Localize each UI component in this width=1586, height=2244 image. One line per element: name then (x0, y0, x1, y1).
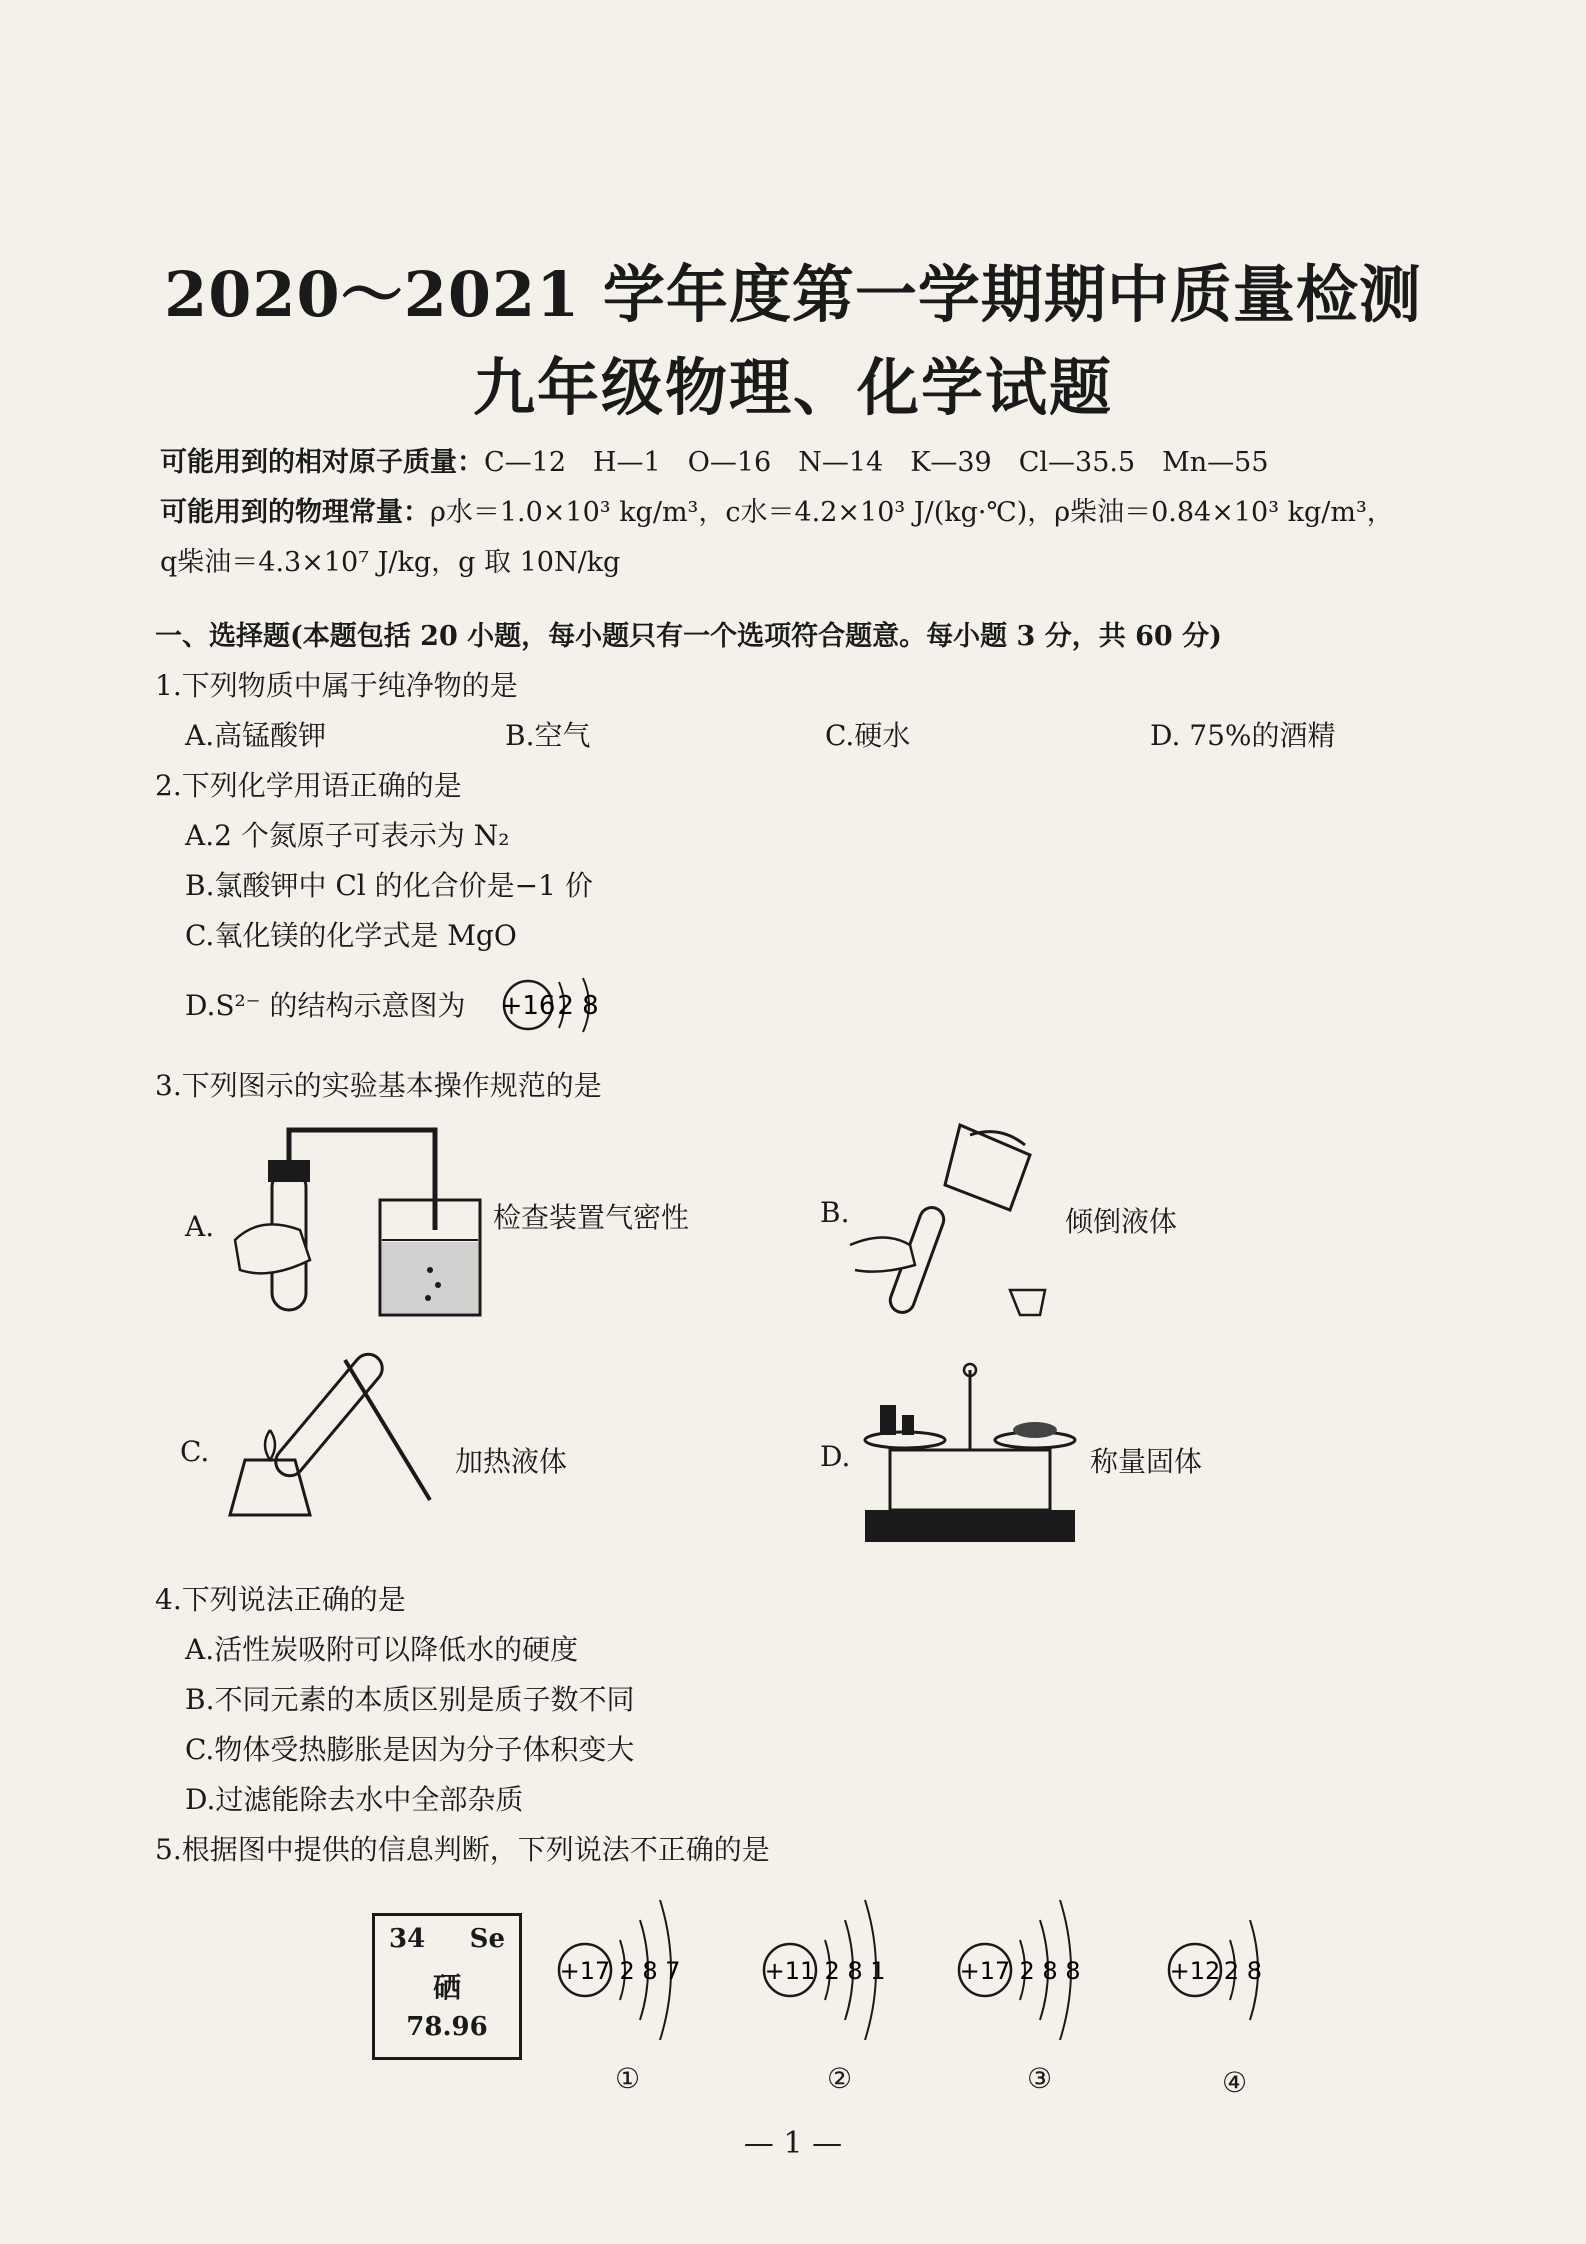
exam-title: 2020～2021 学年度第一学期期中质量检测 (164, 258, 1422, 331)
q4-option-d: D.过滤能除去水中全部杂质 (185, 1783, 524, 1816)
heating-liquid-illustration (215, 1340, 455, 1520)
atom-diagram-4 (1160, 1880, 1300, 2040)
q3-a-label: 检查装置气密性 (493, 1201, 690, 1234)
q4-stem: 4.下列说法正确的是 (155, 1583, 406, 1616)
q3-d-label: 称量固体 (1090, 1445, 1203, 1478)
q4-option-b: B.不同元素的本质区别是质子数不同 (185, 1683, 635, 1716)
q3-b-label: 倾倒液体 (1065, 1205, 1178, 1238)
sulfide-shells: 2 8 (557, 991, 599, 1021)
selenium-element-card (372, 1913, 522, 2060)
q1-option-d: D. 75%的酒精 (1150, 719, 1336, 752)
atom-4-label: ④ (1222, 2066, 1248, 2099)
atom-3-shells: 2 8 8 (1019, 1957, 1081, 1985)
atom-3-label: ③ (1027, 2062, 1053, 2095)
page-number: — 1 — (743, 2126, 843, 2161)
constants-values-1: ρ水＝1.0×10³ kg/m³，c水＝4.2×10³ J/(kg·℃)，ρ柴油＝0.84×10³ kg/m³， (430, 497, 1394, 528)
q3-stem: 3.下列图示的实验基本操作规范的是 (155, 1069, 602, 1102)
atom-3-nucleus: +17 (959, 1957, 1011, 1985)
q3-b-letter: B. (820, 1196, 850, 1229)
q1-option-a: A.高锰酸钾 (185, 719, 327, 752)
constants-line-1 (160, 490, 1394, 529)
atomic-mass-values: C—12 H—1 O—16 N—14 K—39 Cl—35.5 Mn—55 (484, 447, 1269, 478)
q4-option-a: A.活性炭吸附可以降低水的硬度 (185, 1633, 579, 1666)
q2-option-c: C.氧化镁的化学式是 MgO (185, 919, 517, 952)
element-number: 34 (389, 1924, 426, 1954)
q4-option-c: C.物体受热膨胀是因为分子体积变大 (185, 1733, 635, 1766)
element-name: 硒 (432, 1971, 461, 2004)
q2-option-b: B.氯酸钾中 Cl 的化合价是−1 价 (185, 869, 593, 902)
atom-4-shells: 2 8 (1223, 1957, 1263, 1985)
atom-diagram-2 (755, 1870, 915, 2050)
q3-a-letter: A. (185, 1210, 215, 1243)
constants-label: 可能用到的物理常量： (160, 497, 430, 528)
q1-option-b: B.空气 (505, 719, 591, 752)
q2-option-a: A.2 个氮原子可表示为 N₂ (185, 819, 510, 852)
section-heading: 一、选择题(本题包括 20 小题，每小题只有一个选项符合题意。每小题 3 分，共 60 分) (155, 621, 1222, 652)
atom-1-shells: 2 8 7 (619, 1957, 681, 1985)
atom-1-nucleus: +17 (559, 1957, 611, 1985)
atom-2-shells: 2 8 1 (824, 1957, 886, 1985)
balance-scale-illustration (860, 1350, 1090, 1550)
q3-c-letter: C. (180, 1435, 210, 1468)
atomic-mass-line (160, 440, 1269, 479)
atom-diagram-1 (550, 1870, 710, 2050)
atom-diagram-3 (950, 1870, 1110, 2050)
pouring-liquid-illustration (850, 1115, 1050, 1335)
q1-option-c: C.硬水 (825, 719, 911, 752)
sulfide-nucleus: +16 (500, 991, 556, 1021)
element-symbol: Se (469, 1924, 505, 1954)
q3-c-label: 加热液体 (455, 1445, 568, 1478)
exam-subtitle: 九年级物理、化学试题 (472, 351, 1113, 424)
sulfide-ion-diagram (495, 970, 615, 1040)
atom-4-nucleus: +12 (1169, 1957, 1221, 1985)
atom-1-label: ① (615, 2062, 641, 2095)
q1-stem: 1.下列物质中属于纯净物的是 (155, 669, 518, 702)
atomic-mass-label: 可能用到的相对原子质量： (160, 447, 484, 478)
atom-2-nucleus: +11 (764, 1957, 816, 1985)
q2-option-d: D.S²⁻ 的结构示意图为 (185, 989, 466, 1022)
q3-d-letter: D. (820, 1440, 851, 1473)
atom-2-label: ② (827, 2062, 853, 2095)
q2-stem: 2.下列化学用语正确的是 (155, 769, 462, 802)
airtightness-check-illustration (230, 1120, 500, 1320)
element-mass: 78.96 (406, 2012, 488, 2042)
q5-stem: 5.根据图中提供的信息判断，下列说法不正确的是 (155, 1833, 770, 1866)
constants-line-2: q柴油＝4.3×10⁷ J/kg，g 取 10N/kg (160, 547, 621, 578)
